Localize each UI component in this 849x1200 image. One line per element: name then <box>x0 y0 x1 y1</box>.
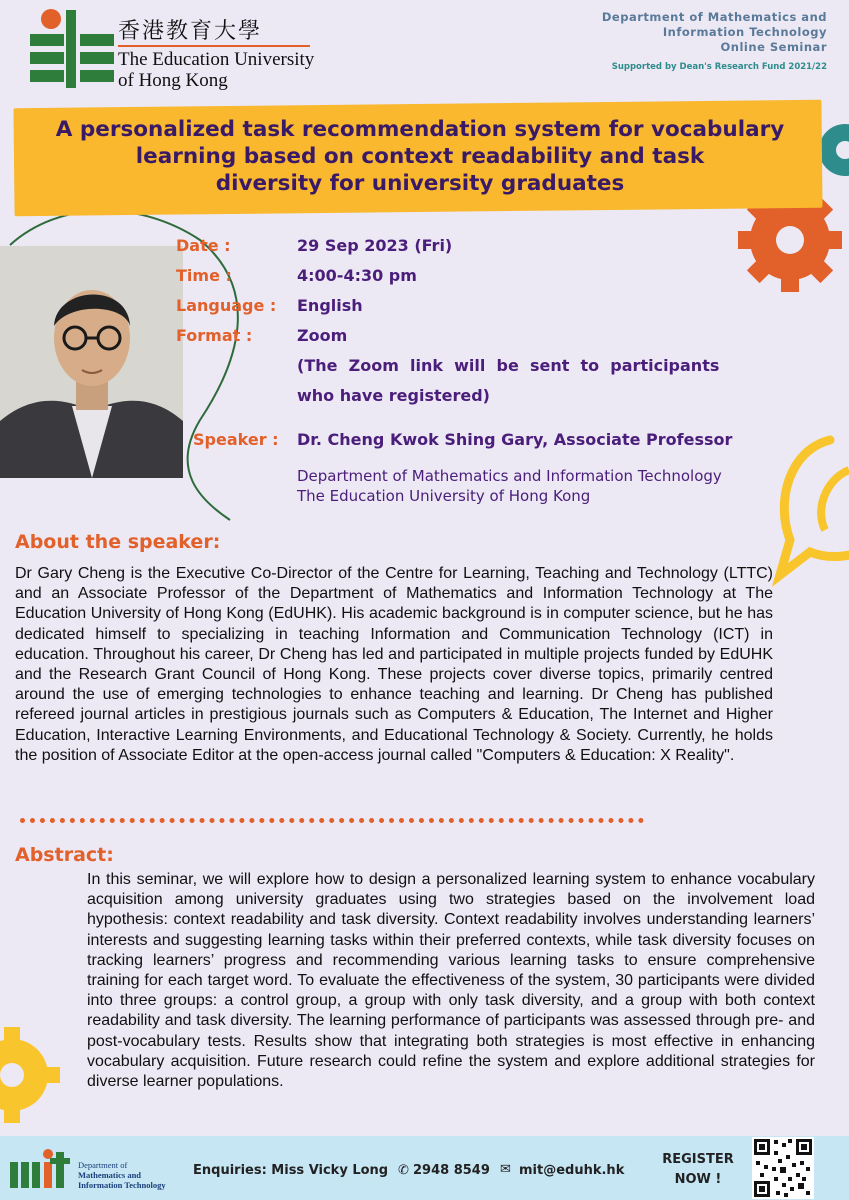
university-name-en-line1: The Education University <box>118 49 315 70</box>
register-button[interactable] <box>660 1150 736 1190</box>
format-note-line2: who have registered) <box>297 386 490 405</box>
register-line1: REGISTER <box>662 1152 734 1167</box>
mit-logo-line3: Information Technology <box>78 1180 166 1190</box>
format-value: Zoom <box>297 326 348 345</box>
mit-logo-line2: Mathematics and <box>78 1170 142 1180</box>
registration-qr-code[interactable] <box>752 1137 814 1199</box>
department-header <box>602 10 827 55</box>
affiliation-line2: The Education University of Hong Kong <box>297 487 591 505</box>
speaker-label: Speaker : <box>193 430 279 449</box>
phone-icon: ✆ <box>398 1163 409 1178</box>
university-name-en-line2: of Hong Kong <box>118 70 228 91</box>
abstract-heading: Abstract: <box>15 844 114 866</box>
format-note-line1: (The Zoom link will be sent to participants <box>297 356 720 375</box>
time-value: 4:00-4:30 pm <box>297 266 417 285</box>
mit-logo-line1: Department of <box>78 1160 128 1170</box>
speaker-photo <box>0 246 183 478</box>
date-label: Date : <box>176 236 231 255</box>
language-label: Language : <box>176 296 277 315</box>
enquiries-contact: Enquiries: Miss Vicky Long <box>193 1163 389 1178</box>
date-value: 29 Sep 2023 (Fri) <box>297 236 453 255</box>
seminar-type: Online Seminar <box>720 40 827 54</box>
university-name-zh: 香港教育大學 <box>118 19 263 44</box>
title-line1: A personalized task recommendation system for vocabulary <box>55 117 785 142</box>
speaker-value: Dr. Cheng Kwok Shing Gary, Associate Professor <box>297 430 733 449</box>
title-line3: diversity for university graduates <box>215 171 625 196</box>
abstract-text: In this seminar, we will explore how to design a personalized learning system to enhance vocabulary acquisition among university graduates using two strategies based on the involvement load hypothesis: context readability and task diversity. Context readability involves understanding learners’ interests and suggesting learning tasks within their preferred contexts, while task diversity focuses on tracking learners’ progress and recommending various learning tasks to ensure comprehensive training for each target word. To evaluate the effectiveness of the system, 30 participants were divided into three groups: a control group, a group with only task diversity, and a group with both context readability and task diversity. The learning performance of participants was assessed through pre- and post-vocabulary tests. Results show that integrating both strategies is most effective in enhancing vocabulary acquisition. Future research could refine the system and explore additional strategies for diverse learner populations. <box>87 871 815 1091</box>
email-link[interactable]: mit@eduhk.hk <box>519 1163 625 1178</box>
speech-bubble-icon <box>780 440 849 575</box>
mit-logo-text <box>78 1160 166 1190</box>
phone-number[interactable]: 2948 8549 <box>413 1163 490 1178</box>
register-line2: NOW ! <box>674 1172 722 1187</box>
about-text: Dr Gary Cheng is the Executive Co-Director of the Centre for Learning, Teaching and Technology (LTTC) and an Associate Professor of the Department of Mathematics and Information Technology at The Education University of Hong Kong (EdUHK). His academic background is in computer science, but he has dedicated himself to specializing in teaching Information and Communication Technology (ICT) in education. Throughout his career, Dr Cheng has led and participated in multiple projects funded by EdUHK and the Research Grant Council of Hong Kong. These projects cover diverse topics, primarily centred around the use of emerging technologies to enhance teaching and learning. Dr Cheng has published refereed journal articles in prestigious journals such as Computers & Education, The Internet and Higher Education, Interactive Learning Environments, and Educational Technology & Society. Currently, he holds the position of Associate Editor at the open-access journal called "Computers & Education: X Reality". <box>15 565 773 764</box>
time-label: Time : <box>176 266 232 285</box>
dotted-divider <box>20 818 644 823</box>
seminar-title <box>30 116 810 197</box>
language-value: English <box>297 296 363 315</box>
gear-icon <box>819 124 849 176</box>
email-icon: ✉ <box>500 1162 511 1177</box>
affiliation-line1: Department of Mathematics and Information Technology <box>297 467 722 485</box>
eduhk-logo <box>30 6 115 92</box>
title-line2: learning based on context readability and task <box>135 144 705 169</box>
department-line2: Information Technology <box>662 25 827 39</box>
format-label: Format : <box>176 326 253 345</box>
department-line1: Department of Mathematics and <box>601 10 827 24</box>
about-heading: About the speaker: <box>15 531 221 553</box>
gear-icon <box>0 1027 60 1123</box>
fund-note: Supported by Dean's Research Fund 2021/22 <box>611 62 827 72</box>
logo-divider <box>118 45 310 47</box>
mit-logo <box>10 1148 76 1192</box>
